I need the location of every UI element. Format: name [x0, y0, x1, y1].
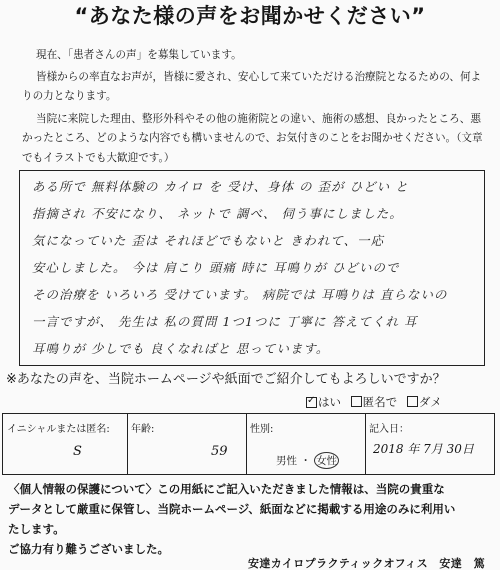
age-cell — [127, 414, 247, 474]
intro-line: かったところ、どのような内容でも構いませんので、お気付きのことをお聞かせください。（文章 — [22, 132, 483, 144]
gender-options[interactable] — [276, 452, 339, 469]
checkbox-icon[interactable] — [351, 396, 362, 407]
handwritten-line: 気になっていた 歪は それほどでもないと きわれて、一応 — [32, 233, 385, 248]
privacy-notice-line: たします。 — [8, 522, 65, 536]
intro-line: でもイラストでも大歓迎です。） — [22, 152, 175, 164]
handwritten-line: 一言ですが、 先生は 私の質問 1つ1つに 丁寧に 答えてくれ 耳 — [32, 314, 418, 329]
intro-line: 現在、「患者さんの声」を募集しています。 — [36, 49, 242, 61]
gender-separator: ・ — [300, 455, 311, 467]
footer-office-name: 安達カイロプラクティックオフィス 安達 篤 — [248, 557, 485, 570]
handwritten-comment-box — [19, 170, 485, 366]
age-value[interactable]: 59 — [211, 444, 228, 459]
gender-female-circled[interactable]: 女性 — [314, 452, 339, 469]
date-value[interactable]: 2018 年 7月 30日 — [373, 442, 474, 456]
option-no[interactable]: ダメ — [407, 396, 442, 409]
handwritten-line: 耳鳴りが 少しでも 良くなればと 思っています。 — [32, 341, 330, 356]
thanks-message: ご協力有り難うございました。 — [8, 542, 169, 556]
gender-cell — [246, 414, 366, 474]
privacy-notice-line: 〈個人情報の保護について〉この用紙にご記入いただきました情報は、当院の貴重な — [8, 482, 445, 496]
intro-line: りの力となります。 — [22, 90, 117, 102]
age-label: 年齢: — [131, 424, 155, 435]
initial-cell — [3, 414, 128, 474]
intro-line: 当院に来院した理由、整形外科やその他の施術院との違い、施術の感想、良かったところ、悪 — [36, 113, 481, 125]
option-yes[interactable]: ✓はい — [306, 397, 341, 409]
option-anonymous[interactable]: 匿名で — [351, 396, 398, 409]
page-title: “あなた様の声をお聞かせください” — [74, 4, 426, 28]
intro-line: 皆様からの率直なお声が，皆様に愛され、安心して来ていただける治療院となるための、何よ — [36, 71, 482, 83]
share-permission-question: ※あなたの声を、当院ホームページや紙面でご紹介してもよろしいですか？ — [6, 372, 446, 387]
checkbox-icon[interactable] — [407, 396, 418, 407]
date-cell — [365, 414, 494, 474]
handwritten-line: ある所で 無料体験の カイロ を 受け、身体 の 歪が ひどい と — [32, 179, 409, 194]
respondent-info-table — [2, 413, 495, 475]
share-permission-options — [306, 396, 448, 409]
privacy-notice-line: データとして厳重に保管し、当院ホームページ、紙面などに掲載する用途のみに利用い — [8, 502, 456, 516]
handwritten-line: 安心しました。 今は 肩こり 頭痛 時に 耳鳴りが ひどいので — [32, 260, 400, 275]
gender-label: 性別: — [250, 424, 274, 435]
initial-label: イニシャルまたは匿名: — [7, 424, 110, 435]
handwritten-line: 指摘され 不安になり、 ネットで 調べ、 伺う事にしました。 — [32, 206, 403, 221]
date-label: 記入日： — [369, 424, 409, 435]
gender-male[interactable]: 男性 — [276, 455, 297, 467]
initial-value[interactable]: S — [73, 444, 82, 459]
checkbox-checked-icon[interactable] — [306, 397, 317, 408]
handwritten-line: その治療を いろいろ 受けています。 病院では 耳鳴りは 直らないの — [32, 287, 448, 302]
